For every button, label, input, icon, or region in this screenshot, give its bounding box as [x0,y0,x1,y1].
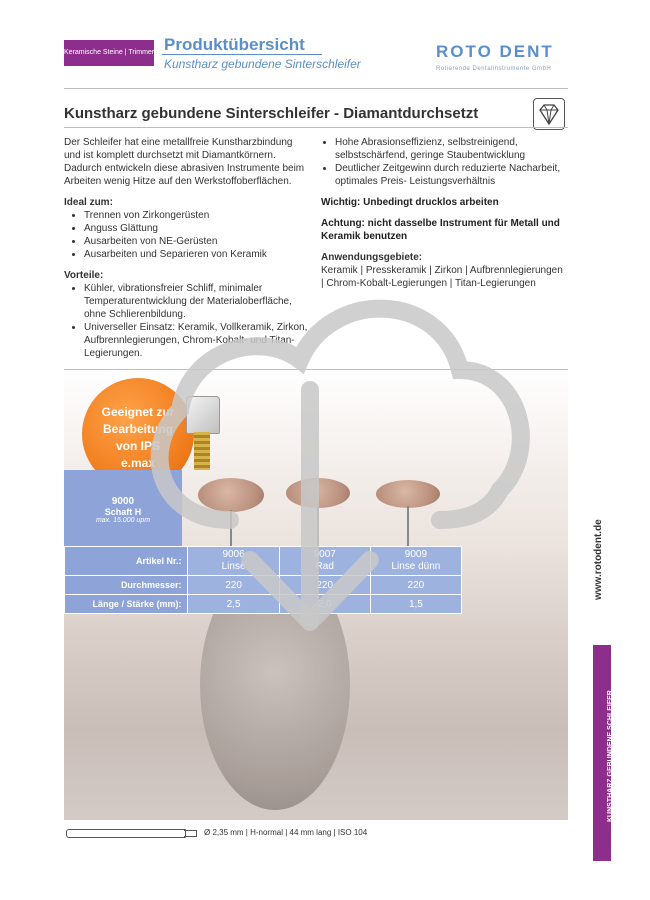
table-cell: 2,5 [188,595,279,614]
shank-speed: max. 15.000 upm [95,517,151,524]
shank-label: Schaft H [104,507,142,517]
table-cell: 9007 Rad [279,547,370,576]
intro-text: Der Schleifer hat eine metallfreie Kunstharzbindung und ist komplett durchsetzt mit Diamantkörnern. Dadurch entwickeln diese abrasiven Instrumente beim Arbeiten wenig Hitze auf den Werkstoffoberflächen. [64,137,305,187]
caution-note: Achtung: nicht dasselbe Instrument für Metall und Keramik benutzen [321,218,560,242]
table-cell: 220 [279,576,370,595]
table-cell: 220 [188,576,279,595]
table-cell: 9006 Linse [188,547,279,576]
table-cell: 2,0 [279,595,370,614]
category-tag: Keramische Steine | Trimmer [64,40,154,66]
table-cell: 9009 Linse dünn [370,547,461,576]
badge-line: von IPS [115,439,160,453]
badge-line: Geeignet zur [101,405,175,419]
rotodent-logo: ROTO DENT [436,42,554,61]
badge-line: Bearbeitung [102,422,173,436]
shaft-tip [184,830,197,837]
list-item: • Kühler, vibrationsfreier Schliff, minimaler Temperaturentwicklung der Materialoberfläche, ohne Schlierenbildung. [84,282,309,321]
shaft-diagram [66,829,186,838]
cloud-download-icon[interactable] [120,250,540,650]
table-label: Länge / Stärke (mm): [65,595,188,614]
sidebar-label: KUNSTHARZ GEBUNDENE SCHLEIFER [607,690,614,822]
list-item: • Anguss Glättung [84,222,309,235]
diamond-icon [533,98,565,130]
vorteile-heading: Vorteile: [64,270,104,281]
header-divider [64,88,568,89]
important-note: Wichtig: Unbedingt drucklos arbeiten [321,197,499,208]
product-heading: Kunstharz gebundene Sinterschleifer - Diamantdurchsetzt [64,105,479,122]
table-label: Durchmesser: [65,576,188,595]
list-item: • Universeller Einsatz: Keramik, Vollkeramik, Zirkon, Aufbrennlegierungen, Chrom-Kobalt- und Titan-Legierungen. [84,321,309,360]
website-link[interactable]: www.rotodent.de [593,519,604,600]
list-item: • Hohe Abrasionseffizienz, selbstreinigend, selbstschärfend, geringe Staubentwicklung [335,136,566,162]
page-title: Produktübersicht [164,35,305,54]
list-item: • Ausarbeiten von NE-Gerüsten [84,235,309,248]
page-subtitle: Kunstharz gebundene Sinterschleifer [164,57,361,71]
list-item: • Deutlicher Zeitgewinn durch reduzierte Nacharbeit, optimales Preis- Leistungsverhältnis [335,162,566,188]
table-label: Artikel Nr.: [65,547,188,576]
title-underline [162,54,322,55]
benefits-list [321,136,566,188]
table-cell: 1,5 [370,595,461,614]
title-divider [64,127,568,128]
shaft-spec-text: Ø 2,35 mm | H-normal | 44 mm lang | ISO 104 [204,828,368,837]
list-item: • Ausarbeiten und Separieren von Keramik [84,248,309,261]
anwendung-heading: Anwendungsgebiete: [321,252,423,263]
table-cell: 220 [370,576,461,595]
ideal-heading: Ideal zum: [64,197,113,208]
list-item: • Trennen von Zirkongerüsten [84,209,309,222]
logo-tagline: Rotierende Dentalinstrumente GmbH [436,66,552,72]
anwendung-text: Keramik | Presskeramik | Zirkon | Aufbrennlegierungen | Chrom-Kobalt-Legierungen | Titan-Legierungen [321,265,563,289]
shank-number: 9000 [111,496,135,507]
badge-line: e.max [120,456,156,470]
